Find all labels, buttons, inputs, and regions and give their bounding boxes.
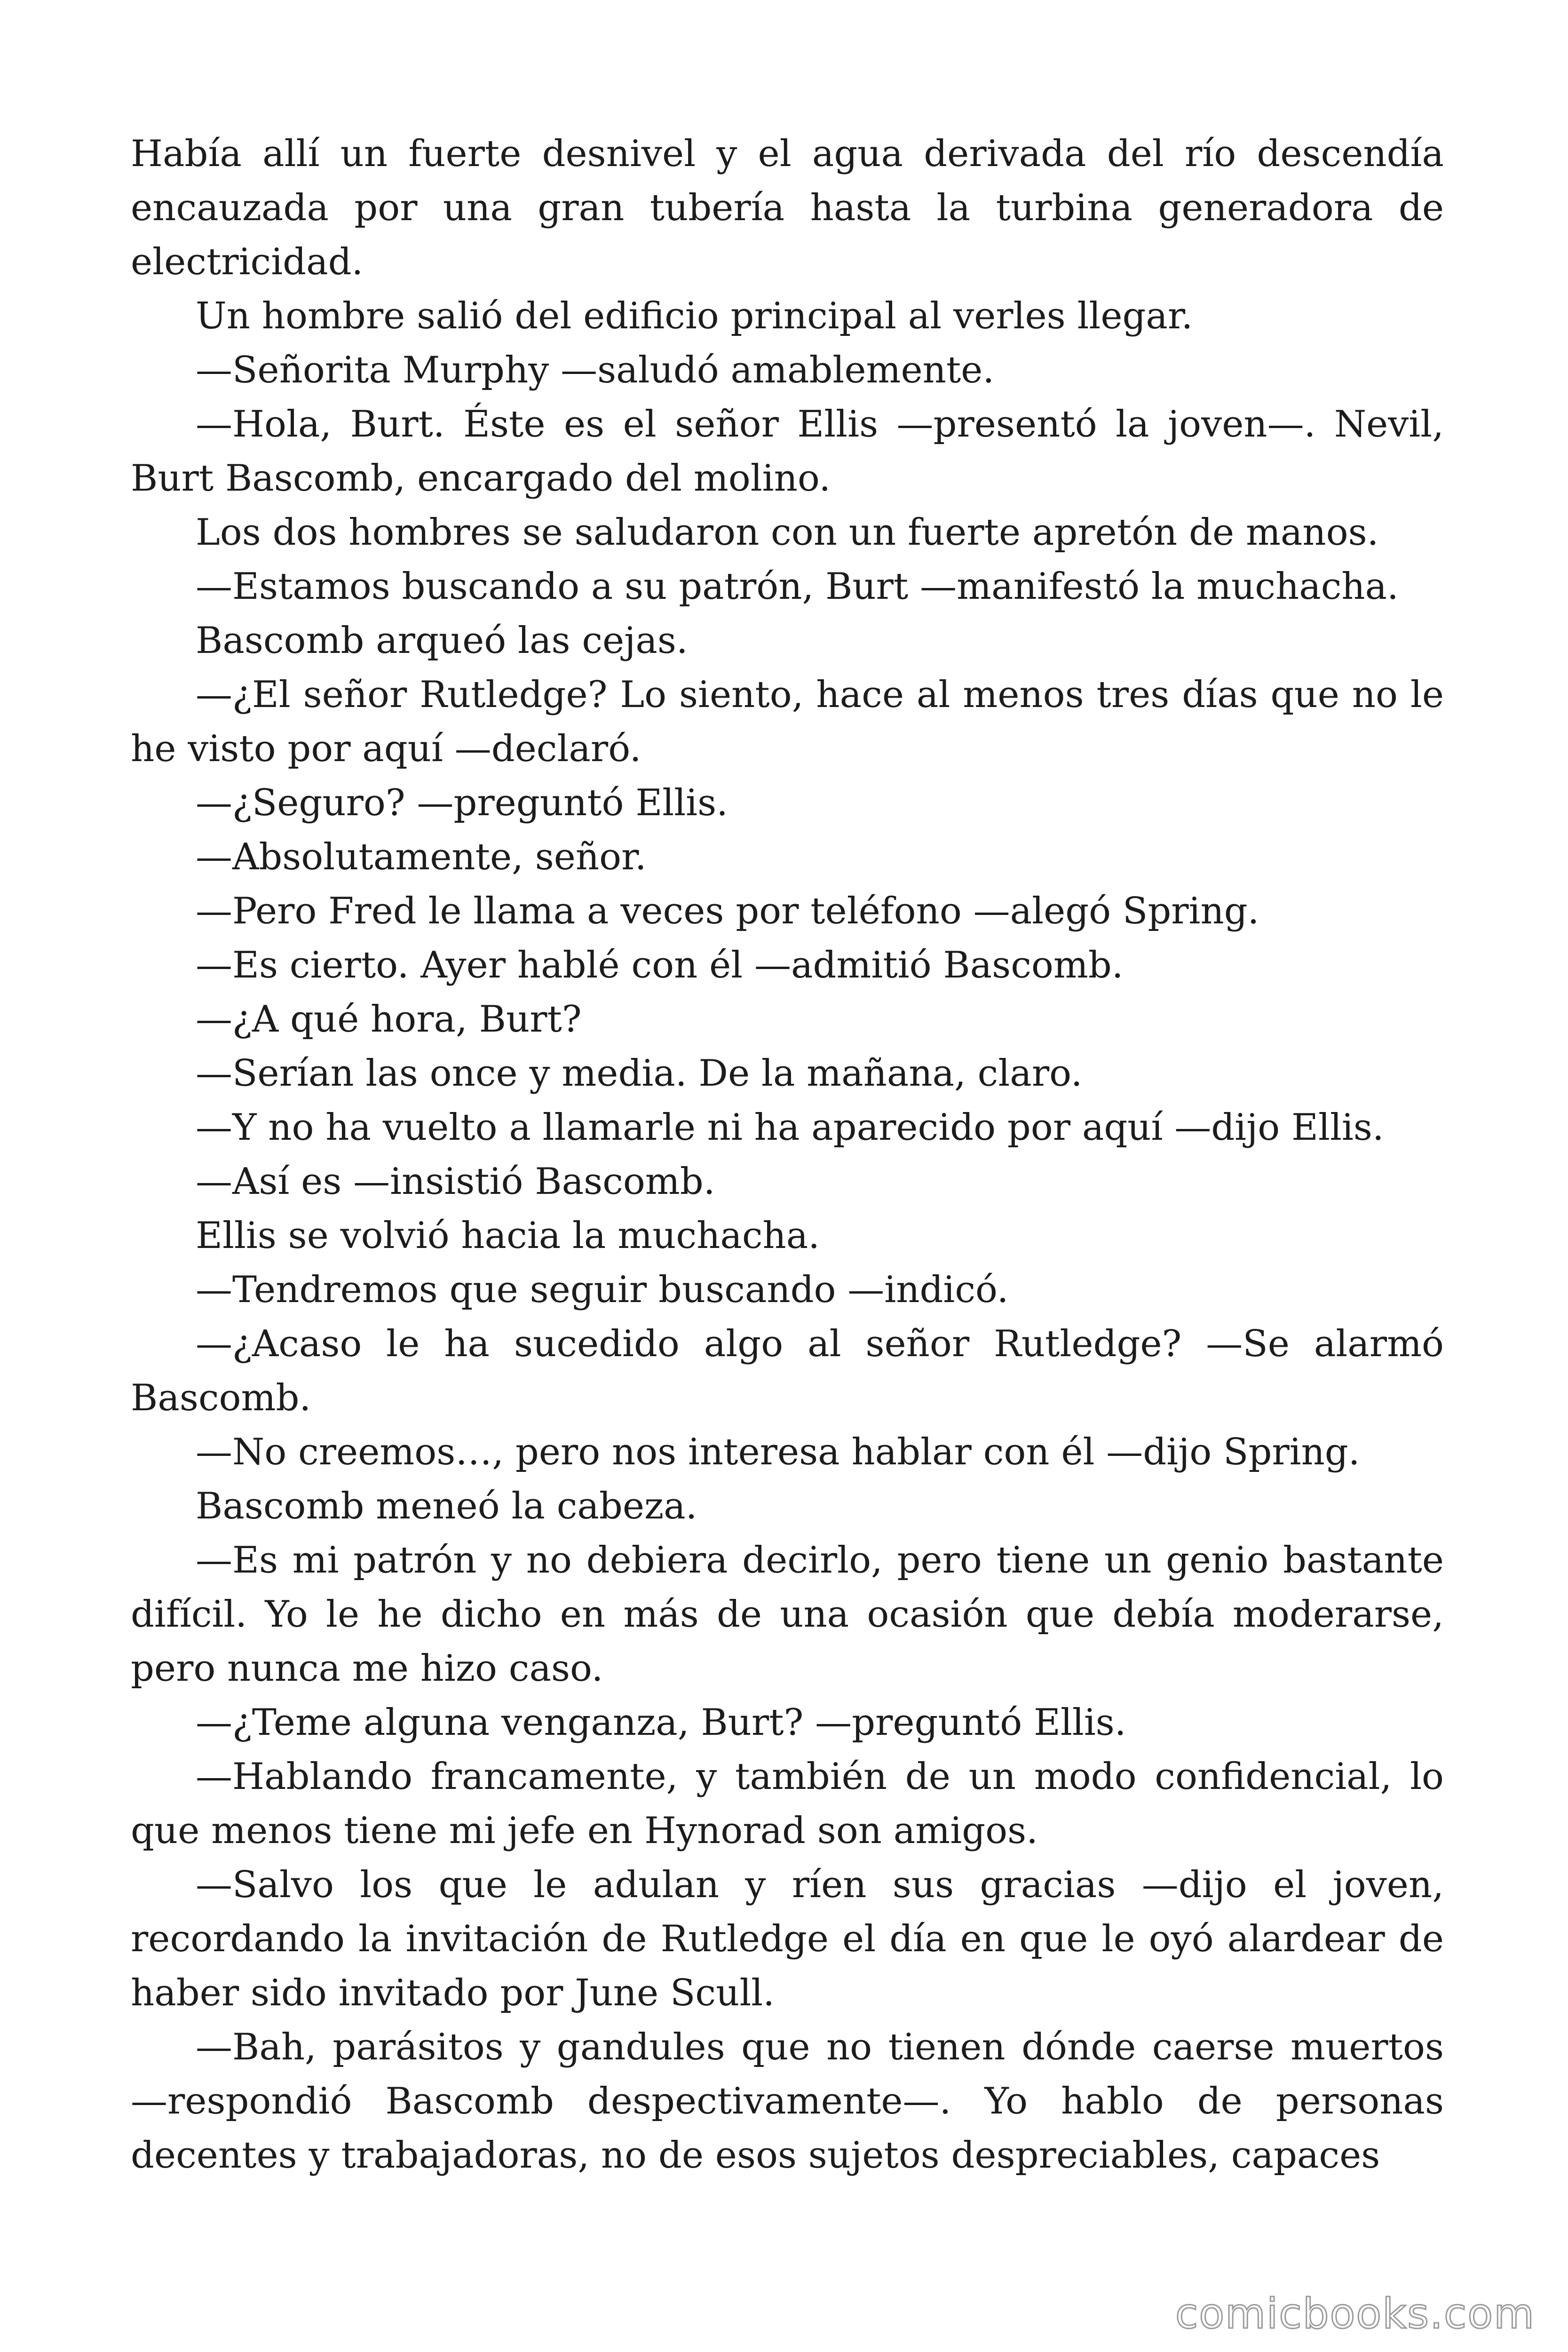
paragraph-9: —¿Seguro? —preguntó Ellis. [196,782,728,824]
paragraph-13: —¿A qué hora, Burt? [196,998,582,1041]
paragraph-21: Bascomb meneó la cabeza. [196,1485,697,1527]
paragraph-26: —Bah, parásitos y gandules que no tienen dónde caerse muertos —respondió Bascomb despectivamente—. Yo hablo de personas decentes y trabajadoras, no de esos sujetos despreciables, capaces [131,2026,1444,2177]
site-watermark: comicbooks.com [1175,2289,1535,2338]
paragraph-18: —Tendremos que seguir buscando —indicó. [196,1269,1009,1311]
paragraph-25: —Salvo los que le adulan y ríen sus gracias —dijo el joven, recordando la invitación de Rutledge el día en que le oyó alardear de haber sido invitado por June Scull. [131,1864,1444,2014]
paragraph-5: Los dos hombres se saludaron con un fuerte apretón de manos. [196,511,1379,554]
paragraph-8: —¿El señor Rutledge? Lo siento, hace al menos tres días que no le he visto por aquí —declaró. [131,674,1444,770]
paragraph-3: —Señorita Murphy —saludó amablemente. [196,349,995,391]
paragraph-24: —Hablando francamente, y también de un modo confidencial, lo que menos tiene mi jefe en Hynorad son amigos. [131,1756,1444,1852]
paragraph-7: Bascomb arqueó las cejas. [196,620,688,662]
paragraph-15: —Y no ha vuelto a llamarle ni ha aparecido por aquí —dijo Ellis. [196,1106,1384,1149]
paragraph-12: —Es cierto. Ayer hablé con él —admitió Bascomb. [196,944,1124,986]
paragraph-14: —Serían las once y media. De la mañana, claro. [196,1052,1083,1095]
paragraph-23: —¿Teme alguna venganza, Burt? —preguntó Ellis. [196,1701,1126,1744]
paragraph-1: Había allí un fuerte desnivel y el agua derivada del río descendía encauzada por una gran tubería hasta la turbina generadora de electricidad. [131,133,1444,283]
paragraph-4: —Hola, Burt. Éste es el señor Ellis —presentó la joven—. Nevil, Burt Bascomb, encargado del molino. [131,403,1444,500]
paragraph-16: —Así es —insistió Bascomb. [196,1160,715,1203]
paragraph-19: —¿Acaso le ha sucedido algo al señor Rutledge? —Se alarmó Bascomb. [131,1323,1444,1419]
paragraph-22: —Es mi patrón y no debiera decirlo, pero tiene un genio bastante difícil. Yo le he dicho en más de una ocasión que debía moderarse, pero nunca me hizo caso. [131,1539,1444,1690]
paragraph-10: —Absolutamente, señor. [196,836,647,878]
paragraph-20: —No creemos…, pero nos interesa hablar con él —dijo Spring. [196,1431,1360,1473]
paragraph-17: Ellis se volvió hacia la muchacha. [196,1215,820,1257]
paragraph-11: —Pero Fred le llama a veces por teléfono —alegó Spring. [196,890,1259,932]
paragraph-6: —Estamos buscando a su patrón, Burt —manifestó la muchacha. [196,565,1399,608]
paragraph-2: Un hombre salió del edificio principal al verles llegar. [196,295,1193,337]
body-text [131,127,1444,2183]
